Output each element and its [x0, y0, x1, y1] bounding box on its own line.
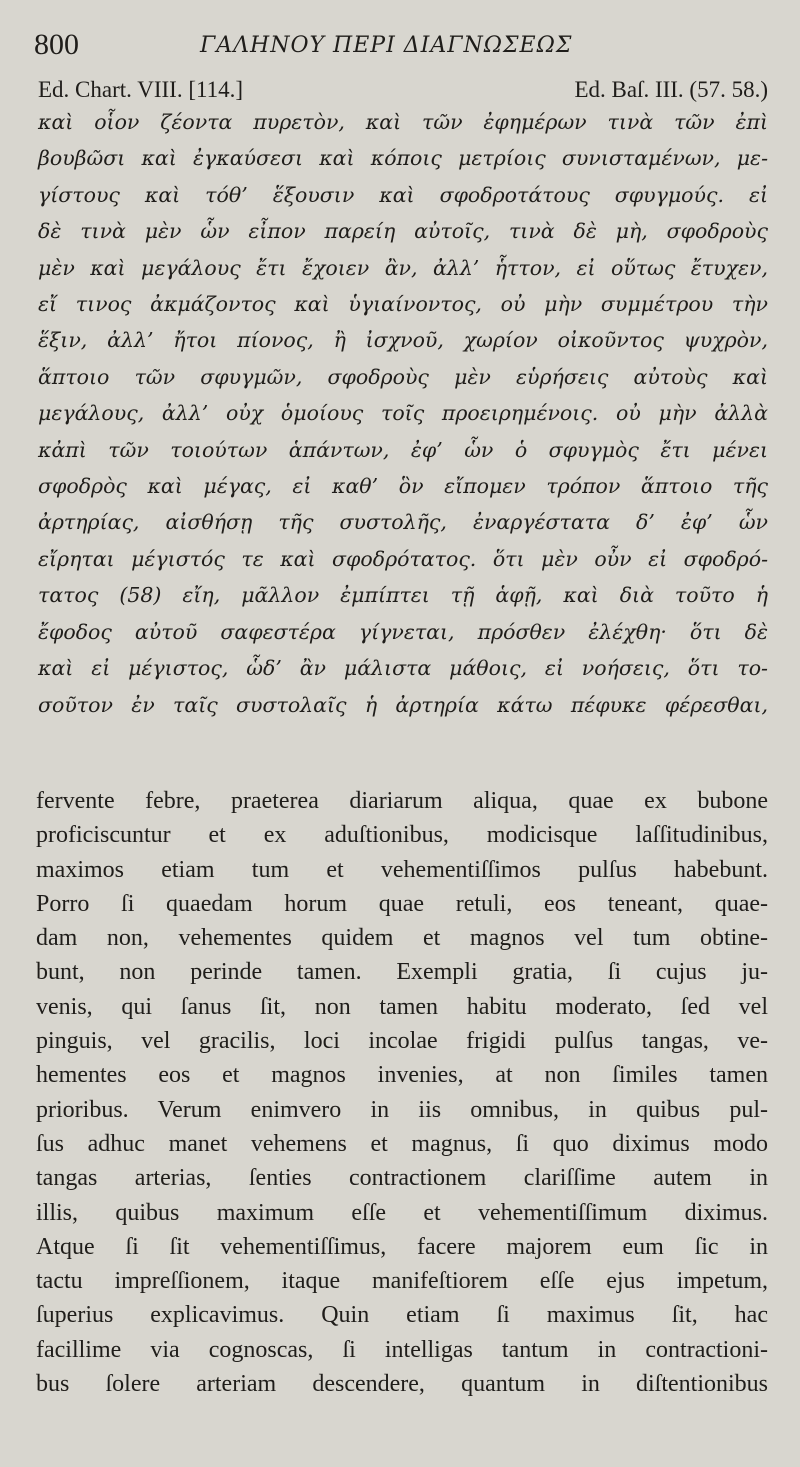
latin-text-line: fervente febre, praeterea diariarum aliqua, quae ex bubone — [36, 788, 768, 814]
latin-text-line: Atque ſi ſit vehementiſſimus, facere majorem eum ſic in — [36, 1233, 768, 1260]
greek-text-line: καὶ οἷον ζέοντα πυρετὸν, καὶ τῶν ἐφημέρων τινὰ τῶν ἐπὶ — [38, 110, 768, 134]
latin-text-line: prioribus. Verum enimvero in iis omnibus, in quibus pul- — [36, 1096, 768, 1123]
greek-text-line: δὲ τινὰ μὲν ὧν εἶπον παρείη αὐτοῖς, τινὰ δὲ μὴ, σφοδροὺς — [38, 219, 768, 244]
greek-text-block — [38, 104, 768, 723]
greek-text-line: ἀρτηρίας, αἰσθήσῃ τῆς συστολῆς, ἐναργέστατα δ’ ἐφ’ ὧν — [38, 510, 768, 535]
latin-text-line: facillime via cognoscas, ſi intelligas tantum in contractioni- — [36, 1336, 768, 1363]
latin-text-line: bus ſolere arteriam descendere, quantum in diſtentionibus — [36, 1371, 768, 1398]
greek-text-line: μὲν καὶ μεγάλους ἔτι ἔχοιεν ἂν, ἀλλ’ ἧττον, εἰ οὕτως ἔτυχεν, — [38, 255, 768, 280]
greek-text-line: μεγάλους, ἀλλ’ οὐχ ὁμοίους τοῖς προειρημένοις. οὐ μὴν ἀλλὰ — [38, 401, 768, 426]
greek-text-line: ἔφοδος αὐτοῦ σαφεστέρα γίγνεται, πρόσθεν ἐλέχθη· ὅτι δὲ — [38, 619, 768, 644]
latin-text-line: Porro ſi quaedam horum quae retuli, eos teneant, quae- — [36, 890, 768, 917]
greek-text-line: εἴρηται μέγιστός τε καὶ σφοδρότατος. ὅτι μὲν οὖν εἰ σφοδρό- — [38, 546, 768, 571]
latin-text-line: venis, qui ſanus ſit, non tamen habitu moderato, ſed vel — [36, 993, 768, 1020]
latin-text-line: dam non, vehementes quidem et magnos vel tum obtine- — [36, 925, 768, 952]
latin-text-line: tangas arterias, ſenties contractionem clariſſime autem in — [36, 1165, 768, 1192]
latin-text-line: hementes eos et magnos invenies, at non ſimiles tamen — [36, 1062, 768, 1089]
greek-text-line: κἀπὶ τῶν τοιούτων ἁπάντων, ἐφ’ ὧν ὁ σφυγμὸς ἔτι μένει — [38, 437, 768, 462]
latin-text-line: bunt, non perinde tamen. Exempli gratia, ſi cujus ju- — [36, 959, 768, 986]
page-header — [34, 26, 774, 62]
running-title: ΓΑΛΗΝΟΥ ΠΕΡΙ ΔΙΑΓΝΩΣΕΩΣ — [200, 33, 573, 58]
greek-text-line: καὶ εἰ μέγιστος, ὧδ’ ἂν μάλιστα μάθοις, εἰ νοήσεις, ὅτι το- — [38, 656, 768, 681]
greek-text-line: τατος (58) εἴη, μᾶλλον ἐμπίπτει τῇ ἁφῇ, καὶ διὰ τοῦτο ἡ — [38, 583, 768, 608]
latin-text-line: proficiscuntur et ex aduſtionibus, modicisque laſſitudinibus, — [36, 822, 768, 849]
greek-text-line: γίστους καὶ τόθ’ ἕξουσιν καὶ σφοδροτάτους σφυγμούς. εἰ — [38, 182, 768, 207]
latin-text-line: tactu impreſſionem, itaque manifeſtiorem eſſe ejus impetum, — [36, 1268, 768, 1295]
latin-text-line: ſuperius explicavimus. Quin etiam ſi maximus ſit, hac — [36, 1302, 768, 1329]
latin-translation-block — [36, 784, 768, 1401]
latin-text-line: pinguis, vel gracilis, loci incolae frigidi pulſus tangas, ve- — [36, 1028, 768, 1055]
greek-text-line: εἴ τινος ἀκμάζοντος καὶ ὑγιαίνοντος, οὐ μὴν συμμέτρου τὴν — [38, 292, 768, 317]
edition-basel-reference: Ed. Baſ. III. (57. 58.) — [574, 77, 768, 102]
latin-text-line: ſus adhuc manet vehemens et magnus, ſi quo diximus modo — [36, 1130, 768, 1157]
greek-text-line: ἅπτοιο τῶν σφυγμῶν, σφοδροὺς μὲν εὑρήσεις αὐτοὺς καὶ — [38, 364, 768, 389]
latin-text-line: maximos etiam tum et vehementiſſimos pulſus habebunt. — [36, 856, 768, 883]
page-number: 800 — [34, 28, 79, 61]
edition-reference-line — [38, 76, 768, 104]
greek-text-line: βουβῶσι καὶ ἐγκαύσεσι καὶ κόποις μετρίοις συνισταμένων, με- — [38, 146, 768, 171]
greek-text-line: σφοδρὸς καὶ μέγας, εἰ καθ’ ὃν εἴπομεν τρόπον ἅπτοιο τῆς — [38, 474, 768, 499]
greek-text-line: ἕξιν, ἀλλ’ ἤτοι πίονος, ἢ ἰσχνοῦ, χωρίον οἰκοῦντος ψυχρὸν, — [38, 328, 768, 353]
greek-text-line: σοῦτον ἐν ταῖς συστολαῖς ἡ ἀρτηρία κάτω πέφυκε φέρεσθαι, — [38, 692, 768, 717]
latin-text-line: illis, quibus maximum eſſe et vehementiſſimum diximus. — [36, 1199, 768, 1226]
edition-chartier-reference: Ed. Chart. VIII. [114.] — [38, 77, 244, 102]
